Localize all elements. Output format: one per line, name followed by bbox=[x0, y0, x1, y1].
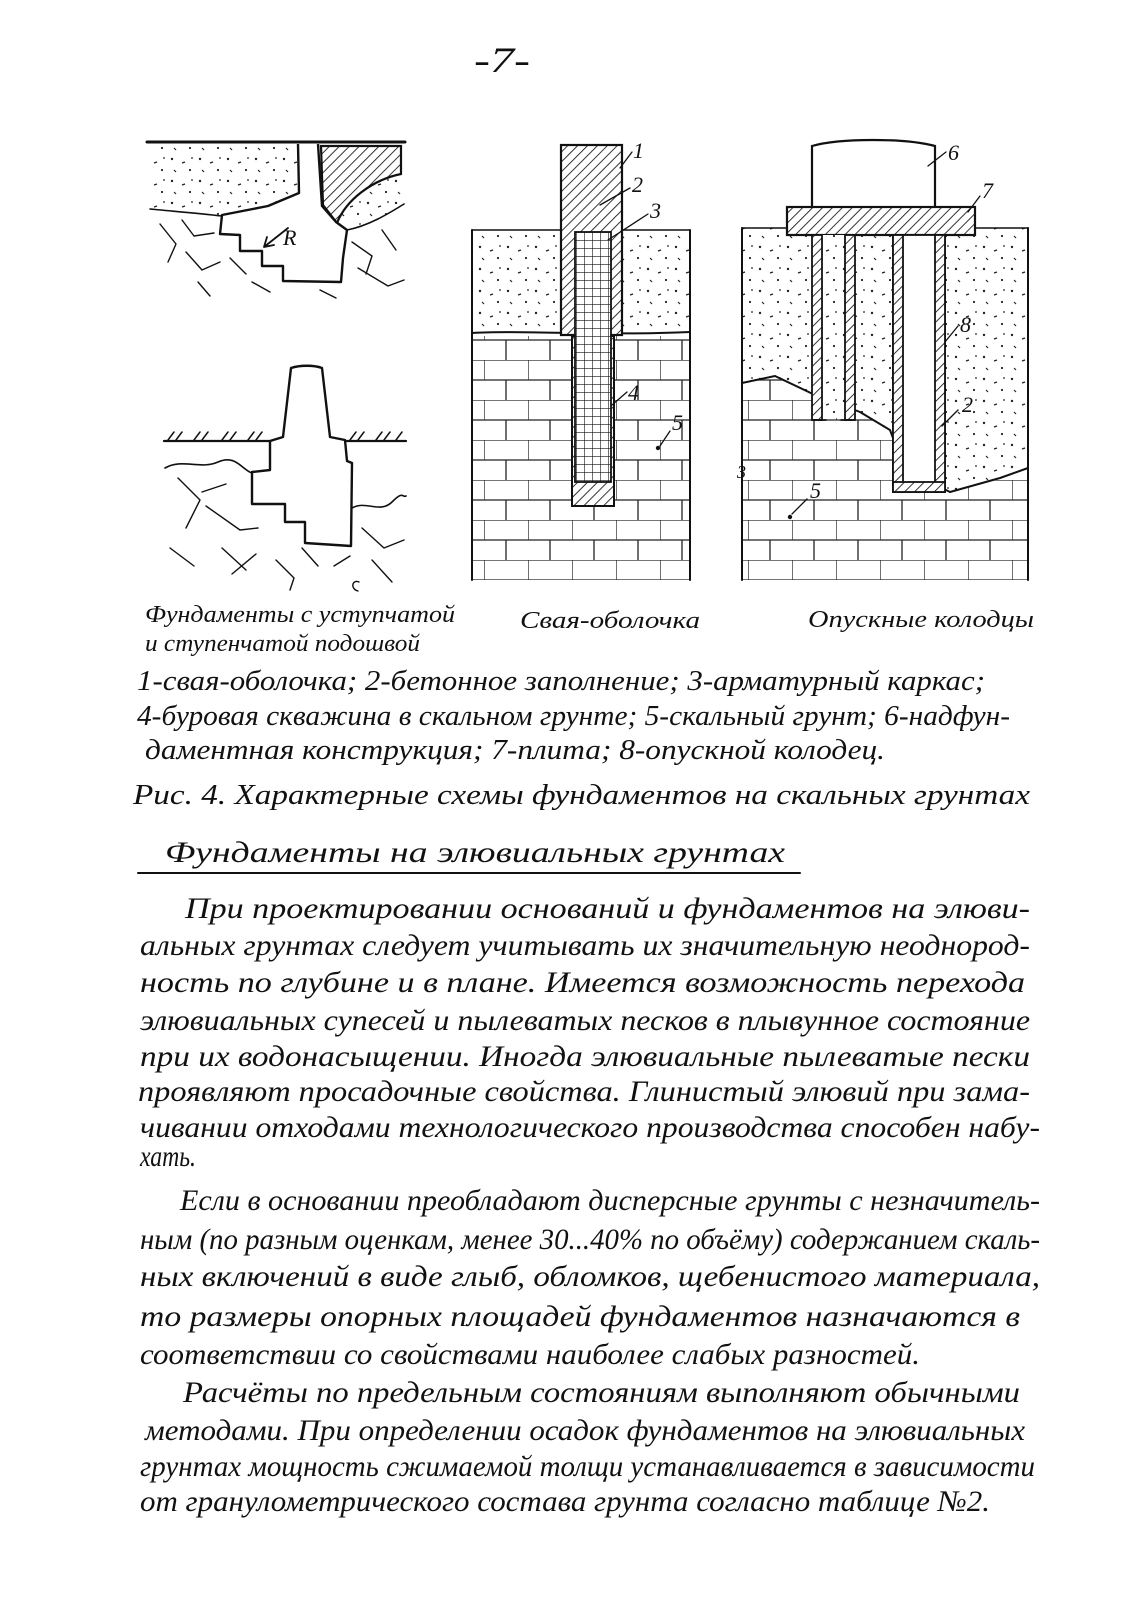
caption-stepped-foundations: и ступенчатой подошвой bbox=[145, 631, 420, 657]
radius-label: R bbox=[283, 225, 297, 250]
label-3: 3 bbox=[737, 462, 746, 482]
label-2: 2 bbox=[632, 172, 643, 197]
superstructure-block bbox=[812, 140, 935, 207]
label-5: 5 bbox=[672, 410, 683, 435]
paragraph-line: грунтах мощность сжимаемой толщи устанавливается в зависимости bbox=[140, 1450, 1035, 1483]
label-1: 1 bbox=[633, 138, 644, 163]
paragraph-line: ным (по разным оценкам, менее 30...40% по объёму) содержанием скаль- bbox=[140, 1223, 1040, 1256]
paragraph-line: соответствии со свойствами наиболее слабых разностей. bbox=[140, 1338, 921, 1371]
paragraph-line: хать. bbox=[139, 1140, 196, 1173]
figure-stepped-foundation-top bbox=[147, 142, 405, 298]
section-heading: Фундаменты на элювиальных грунтах bbox=[165, 836, 786, 869]
caisson-right bbox=[893, 235, 945, 492]
paragraph-line: элювиальных супесей и пылеватых песков в плывунное состояние bbox=[140, 1004, 1030, 1037]
label-8: 8 bbox=[960, 312, 971, 337]
page-number: -7- bbox=[474, 40, 530, 80]
caption-pile-shell: Свая-оболочка bbox=[520, 608, 700, 634]
paragraph-line: чивании отходами технологического производства способен набу- bbox=[140, 1111, 1040, 1144]
label-6: 6 bbox=[948, 140, 959, 165]
caisson-wall bbox=[935, 235, 945, 492]
caisson-wall bbox=[893, 235, 903, 492]
paragraph-line: при их водонасыщении. Иногда элювиальные пылеватые пески bbox=[140, 1040, 1030, 1073]
rock-surface-line bbox=[352, 495, 406, 508]
paragraph-line: от гранулометрического состава грунта согласно таблице №2. bbox=[140, 1485, 990, 1518]
paragraph-line: методами. При определении осадок фундаментов на элювиальных bbox=[143, 1414, 1026, 1447]
caption-caissons: Опускные колодцы bbox=[808, 607, 1034, 633]
paragraph-line: то размеры опорных площадей фундаментов назначаются в bbox=[140, 1300, 1020, 1333]
label-3: 3 bbox=[650, 198, 661, 223]
column-and-foundation-outline bbox=[252, 366, 352, 546]
figure-caissons bbox=[736, 140, 1028, 580]
legend-line: 1-свая-оболочка; 2-бетонное заполнение; 3-арматурный каркас; bbox=[137, 666, 985, 697]
leader-dot bbox=[788, 515, 792, 519]
paragraph-line: альных грунтах следует учитывать их значительную неоднород- bbox=[140, 929, 1030, 962]
reinforcement-cage bbox=[575, 232, 611, 482]
figure-title: Рис. 4. Характерные схемы фундаментов на скальных грунтах bbox=[131, 780, 1031, 811]
pen-mark bbox=[353, 581, 359, 591]
figure-pile-shell bbox=[472, 138, 690, 580]
paragraph-line: ных включений в виде глыб, обломков, щебенистого материала, bbox=[140, 1260, 1040, 1293]
label-4: 4 bbox=[628, 380, 639, 405]
caisson-left bbox=[812, 235, 855, 420]
paragraph-line: При проектировании оснований и фундаментов на элюви- bbox=[183, 892, 1030, 925]
caisson-wall bbox=[812, 235, 822, 420]
caisson-wall bbox=[845, 235, 855, 420]
rock-surface-line bbox=[165, 460, 252, 473]
legend-line: даментная конструкция; 7-плита; 8-опускной колодец. bbox=[145, 735, 885, 766]
paragraph-line: Расчёты по предельным состояниям выполняют обычными bbox=[181, 1376, 1020, 1409]
caisson-interior-soil bbox=[822, 235, 845, 418]
label-2: 2 bbox=[962, 392, 973, 417]
figure-stepped-foundation-bottom bbox=[164, 366, 406, 591]
leader-dot bbox=[656, 446, 660, 450]
caisson-bottom bbox=[893, 482, 945, 492]
slab-plate bbox=[787, 207, 975, 235]
caption-stepped-foundations: Фундаменты с уступчатой bbox=[145, 602, 455, 628]
paragraph-line: проявляют просадочные свойства. Глинистый элювий при зама- bbox=[138, 1075, 1030, 1108]
label-7: 7 bbox=[982, 178, 993, 203]
paragraph-line: Если в основании преобладают дисперсные грунты с незначитель- bbox=[178, 1184, 1040, 1217]
label-5: 5 bbox=[810, 478, 821, 503]
paragraph-line: ность по глубине и в плане. Имеется возможность перехода bbox=[140, 966, 1025, 999]
legend-line: 4-буровая скважина в скальном грунте; 5-скальный грунт; 6-надфун- bbox=[137, 701, 1010, 732]
